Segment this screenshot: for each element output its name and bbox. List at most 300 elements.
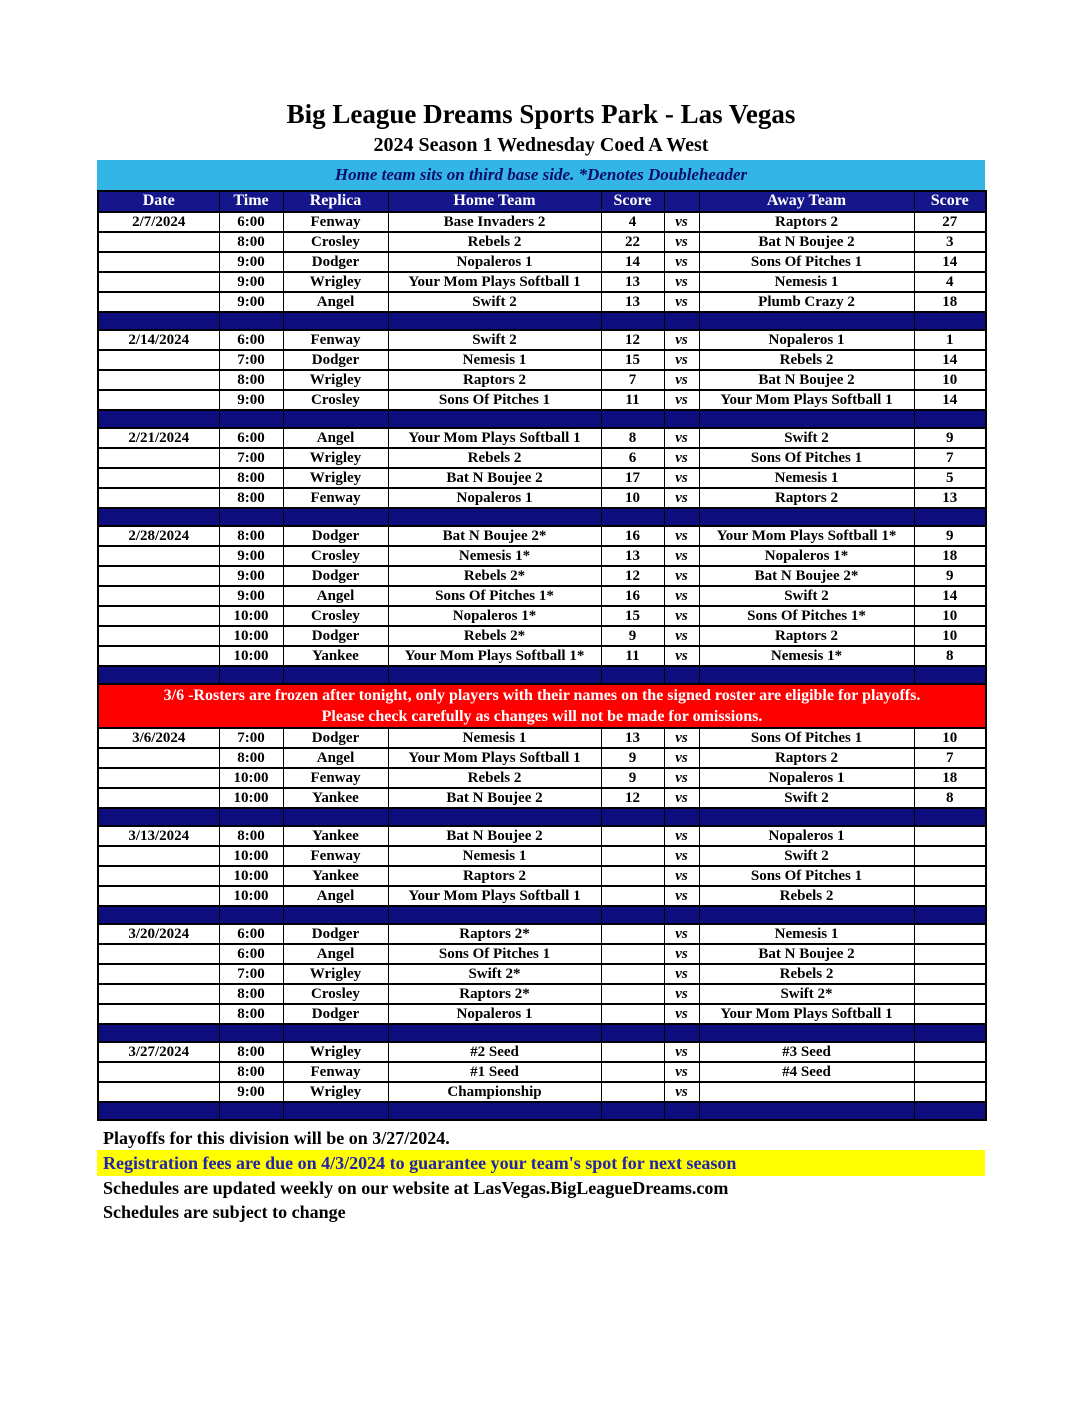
home-score-cell	[601, 964, 664, 984]
footer-notes	[97, 1126, 985, 1224]
away-score-cell: 18	[914, 292, 986, 312]
time-cell: 7:00	[219, 448, 283, 468]
vs-cell: vs	[664, 826, 699, 846]
time-cell: 10:00	[219, 886, 283, 906]
away-score-cell: 10	[914, 606, 986, 626]
home-score-cell: 13	[601, 728, 664, 748]
away-team-cell: Swift 2	[699, 788, 914, 808]
away-team-cell: Nopaleros 1	[699, 330, 914, 350]
separator-cell	[219, 312, 283, 330]
game-row	[98, 390, 986, 410]
game-row	[98, 1042, 986, 1062]
time-cell: 8:00	[219, 984, 283, 1004]
replica-cell: Fenway	[283, 330, 388, 350]
home-score-cell	[601, 944, 664, 964]
away-score-cell: 1	[914, 330, 986, 350]
separator-cell	[98, 1102, 219, 1120]
game-row	[98, 964, 986, 984]
game-row	[98, 626, 986, 646]
home-score-cell	[601, 826, 664, 846]
away-team-cell: Nemesis 1*	[699, 646, 914, 666]
replica-cell: Dodger	[283, 252, 388, 272]
separator-cell	[699, 808, 914, 826]
away-team-cell: Rebels 2	[699, 350, 914, 370]
home-score-cell: 11	[601, 390, 664, 410]
away-score-cell: 10	[914, 728, 986, 748]
away-score-cell	[914, 826, 986, 846]
separator-cell	[98, 808, 219, 826]
away-team-cell: Raptors 2	[699, 626, 914, 646]
vs-cell: vs	[664, 964, 699, 984]
home-team-cell: Sons Of Pitches 1*	[388, 586, 601, 606]
away-score-cell	[914, 984, 986, 1004]
col-header-date: Date	[98, 191, 219, 212]
vs-cell: vs	[664, 252, 699, 272]
time-cell: 8:00	[219, 526, 283, 546]
home-team-cell: Rebels 2	[388, 232, 601, 252]
info-banner: Home team sits on third base side. *Denotes Doubleheader	[97, 160, 985, 190]
separator-cell	[98, 906, 219, 924]
replica-cell: Angel	[283, 586, 388, 606]
home-score-cell: 13	[601, 546, 664, 566]
change-note: Schedules are subject to change	[103, 1201, 346, 1222]
date-cell	[98, 984, 219, 1004]
time-cell: 10:00	[219, 626, 283, 646]
home-score-cell	[601, 846, 664, 866]
date-cell	[98, 272, 219, 292]
roster-notice-line: Please check carefully as changes will not be made for omissions.	[321, 707, 763, 725]
home-score-cell	[601, 1082, 664, 1102]
col-header-time: Time	[219, 191, 283, 212]
separator-cell	[601, 312, 664, 330]
separator-cell	[601, 1024, 664, 1042]
separator-cell	[388, 508, 601, 526]
home-score-cell: 12	[601, 788, 664, 808]
replica-cell: Yankee	[283, 866, 388, 886]
away-score-cell: 14	[914, 390, 986, 410]
date-cell	[98, 488, 219, 508]
separator-cell	[914, 1024, 986, 1042]
away-score-cell: 5	[914, 468, 986, 488]
time-cell: 10:00	[219, 788, 283, 808]
home-team-cell: Raptors 2	[388, 866, 601, 886]
replica-cell: Dodger	[283, 924, 388, 944]
time-cell: 6:00	[219, 428, 283, 448]
home-score-cell: 9	[601, 768, 664, 788]
home-team-cell: Nemesis 1	[388, 846, 601, 866]
away-score-cell: 7	[914, 448, 986, 468]
away-team-cell: Your Mom Plays Softball 1	[699, 390, 914, 410]
date-cell	[98, 252, 219, 272]
separator-cell	[388, 312, 601, 330]
game-row	[98, 748, 986, 768]
separator-cell	[914, 808, 986, 826]
separator-cell	[664, 808, 699, 826]
away-team-cell: Nopaleros 1	[699, 826, 914, 846]
game-row	[98, 292, 986, 312]
date-cell	[98, 846, 219, 866]
col-header-home-team: Home Team	[388, 191, 601, 212]
home-team-cell: Swift 2*	[388, 964, 601, 984]
away-score-cell	[914, 846, 986, 866]
date-cell	[98, 964, 219, 984]
separator-cell	[914, 666, 986, 684]
replica-cell: Fenway	[283, 846, 388, 866]
separator-cell	[388, 1024, 601, 1042]
date-cell	[98, 1004, 219, 1024]
home-team-cell: Raptors 2	[388, 370, 601, 390]
date-cell: 2/14/2024	[98, 330, 219, 350]
time-cell: 9:00	[219, 1082, 283, 1102]
home-team-cell: Swift 2	[388, 292, 601, 312]
separator-cell	[388, 666, 601, 684]
away-team-cell: Bat N Boujee 2	[699, 232, 914, 252]
home-score-cell: 13	[601, 292, 664, 312]
time-cell: 8:00	[219, 826, 283, 846]
home-team-cell: Bat N Boujee 2	[388, 468, 601, 488]
game-row	[98, 646, 986, 666]
away-score-cell: 14	[914, 252, 986, 272]
separator-cell	[601, 508, 664, 526]
home-score-cell	[601, 886, 664, 906]
vs-cell: vs	[664, 586, 699, 606]
away-team-cell: Raptors 2	[699, 748, 914, 768]
replica-cell: Dodger	[283, 626, 388, 646]
game-row	[98, 546, 986, 566]
separator-cell	[664, 410, 699, 428]
home-team-cell: Your Mom Plays Softball 1*	[388, 646, 601, 666]
time-cell: 9:00	[219, 586, 283, 606]
replica-cell: Angel	[283, 886, 388, 906]
separator-row	[98, 312, 986, 330]
home-team-cell: Your Mom Plays Softball 1	[388, 886, 601, 906]
home-team-cell: Rebels 2	[388, 448, 601, 468]
away-score-cell: 9	[914, 566, 986, 586]
time-cell: 6:00	[219, 212, 283, 232]
away-score-cell: 8	[914, 646, 986, 666]
page-subtitle: 2024 Season 1 Wednesday Coed A West	[373, 133, 709, 156]
separator-cell	[699, 1024, 914, 1042]
time-cell: 10:00	[219, 866, 283, 886]
date-cell: 2/28/2024	[98, 526, 219, 546]
home-team-cell: Your Mom Plays Softball 1	[388, 428, 601, 448]
vs-cell: vs	[664, 212, 699, 232]
separator-cell	[283, 1024, 388, 1042]
home-team-cell: Bat N Boujee 2*	[388, 526, 601, 546]
home-team-cell: Your Mom Plays Softball 1	[388, 272, 601, 292]
away-score-cell: 18	[914, 768, 986, 788]
away-score-cell: 7	[914, 748, 986, 768]
replica-cell: Dodger	[283, 350, 388, 370]
home-score-cell: 17	[601, 468, 664, 488]
away-score-cell: 9	[914, 526, 986, 546]
away-score-cell	[914, 924, 986, 944]
away-team-cell: Nemesis 1	[699, 468, 914, 488]
home-team-cell: Championship	[388, 1082, 601, 1102]
home-score-cell: 14	[601, 252, 664, 272]
away-score-cell	[914, 964, 986, 984]
date-cell	[98, 944, 219, 964]
home-team-cell: Swift 2	[388, 330, 601, 350]
date-cell	[98, 566, 219, 586]
time-cell: 7:00	[219, 728, 283, 748]
away-team-cell: Bat N Boujee 2	[699, 370, 914, 390]
home-score-cell: 15	[601, 606, 664, 626]
separator-cell	[283, 1102, 388, 1120]
separator-cell	[664, 1102, 699, 1120]
time-cell: 7:00	[219, 350, 283, 370]
home-team-cell: Sons Of Pitches 1	[388, 944, 601, 964]
vs-cell: vs	[664, 566, 699, 586]
away-team-cell: Swift 2*	[699, 984, 914, 1004]
separator-cell	[699, 906, 914, 924]
home-score-cell: 8	[601, 428, 664, 448]
home-score-cell: 13	[601, 272, 664, 292]
away-team-cell: Rebels 2	[699, 886, 914, 906]
home-team-cell: Nemesis 1*	[388, 546, 601, 566]
home-team-cell: Rebels 2*	[388, 566, 601, 586]
game-row	[98, 788, 986, 808]
separator-cell	[664, 1024, 699, 1042]
time-cell: 8:00	[219, 488, 283, 508]
away-team-cell: Raptors 2	[699, 212, 914, 232]
home-score-cell	[601, 984, 664, 1004]
home-team-cell: Bat N Boujee 2	[388, 788, 601, 808]
date-cell	[98, 232, 219, 252]
separator-cell	[699, 410, 914, 428]
vs-cell: vs	[664, 1062, 699, 1082]
home-score-cell: 4	[601, 212, 664, 232]
date-cell: 3/27/2024	[98, 1042, 219, 1062]
date-cell	[98, 586, 219, 606]
vs-cell: vs	[664, 330, 699, 350]
time-cell: 8:00	[219, 232, 283, 252]
col-header-replica: Replica	[283, 191, 388, 212]
away-team-cell: Swift 2	[699, 846, 914, 866]
date-cell	[98, 866, 219, 886]
away-score-cell: 14	[914, 350, 986, 370]
date-cell	[98, 1082, 219, 1102]
game-row	[98, 272, 986, 292]
home-score-cell: 9	[601, 748, 664, 768]
replica-cell: Angel	[283, 428, 388, 448]
replica-cell: Fenway	[283, 1062, 388, 1082]
away-score-cell: 10	[914, 626, 986, 646]
date-cell	[98, 1062, 219, 1082]
game-row	[98, 826, 986, 846]
vs-cell: vs	[664, 1004, 699, 1024]
replica-cell: Wrigley	[283, 964, 388, 984]
separator-cell	[914, 508, 986, 526]
replica-cell: Angel	[283, 748, 388, 768]
date-cell	[98, 292, 219, 312]
replica-cell: Fenway	[283, 768, 388, 788]
date-cell	[98, 788, 219, 808]
game-row	[98, 886, 986, 906]
time-cell: 9:00	[219, 272, 283, 292]
separator-cell	[219, 808, 283, 826]
separator-cell	[664, 312, 699, 330]
time-cell: 6:00	[219, 924, 283, 944]
separator-cell	[98, 1024, 219, 1042]
game-row	[98, 846, 986, 866]
home-score-cell: 12	[601, 330, 664, 350]
separator-cell	[98, 312, 219, 330]
game-row	[98, 212, 986, 232]
away-team-cell: #3 Seed	[699, 1042, 914, 1062]
home-score-cell: 22	[601, 232, 664, 252]
separator-cell	[98, 508, 219, 526]
separator-cell	[601, 1102, 664, 1120]
time-cell: 9:00	[219, 252, 283, 272]
home-team-cell: Nopaleros 1*	[388, 606, 601, 626]
home-team-cell: Nopaleros 1	[388, 252, 601, 272]
game-row	[98, 428, 986, 448]
replica-cell: Wrigley	[283, 468, 388, 488]
separator-cell	[664, 508, 699, 526]
separator-row	[98, 508, 986, 526]
away-score-cell	[914, 1004, 986, 1024]
game-row	[98, 606, 986, 626]
vs-cell: vs	[664, 546, 699, 566]
vs-cell: vs	[664, 390, 699, 410]
vs-cell: vs	[664, 768, 699, 788]
separator-cell	[283, 508, 388, 526]
away-team-cell	[699, 1082, 914, 1102]
separator-cell	[283, 312, 388, 330]
home-score-cell: 7	[601, 370, 664, 390]
away-team-cell: Sons Of Pitches 1*	[699, 606, 914, 626]
vs-cell: vs	[664, 292, 699, 312]
away-team-cell: Nemesis 1	[699, 272, 914, 292]
home-score-cell	[601, 924, 664, 944]
replica-cell: Crosley	[283, 984, 388, 1004]
game-row	[98, 924, 986, 944]
date-cell: 3/20/2024	[98, 924, 219, 944]
game-row	[98, 768, 986, 788]
away-team-cell: Bat N Boujee 2	[699, 944, 914, 964]
time-cell: 8:00	[219, 468, 283, 488]
date-cell	[98, 646, 219, 666]
home-team-cell: #1 Seed	[388, 1062, 601, 1082]
vs-cell: vs	[664, 1082, 699, 1102]
game-row	[98, 728, 986, 748]
separator-cell	[699, 666, 914, 684]
time-cell: 10:00	[219, 768, 283, 788]
vs-cell: vs	[664, 886, 699, 906]
date-cell	[98, 886, 219, 906]
away-score-cell: 18	[914, 546, 986, 566]
col-header-home-score: Score	[601, 191, 664, 212]
separator-cell	[664, 666, 699, 684]
separator-cell	[388, 906, 601, 924]
col-header-vs	[664, 191, 699, 212]
date-cell	[98, 546, 219, 566]
replica-cell: Crosley	[283, 232, 388, 252]
away-score-cell: 27	[914, 212, 986, 232]
vs-cell: vs	[664, 984, 699, 1004]
table-header-row	[98, 191, 986, 212]
away-score-cell	[914, 944, 986, 964]
time-cell: 9:00	[219, 566, 283, 586]
separator-cell	[601, 410, 664, 428]
away-team-cell: Nopaleros 1*	[699, 546, 914, 566]
time-cell: 8:00	[219, 748, 283, 768]
away-team-cell: Swift 2	[699, 428, 914, 448]
game-row	[98, 1082, 986, 1102]
roster-notice-cell	[98, 684, 986, 728]
home-score-cell: 6	[601, 448, 664, 468]
home-score-cell: 16	[601, 586, 664, 606]
game-row	[98, 232, 986, 252]
time-cell: 9:00	[219, 292, 283, 312]
registration-note: Registration fees are due on 4/3/2024 to guarantee your team's spot for next season	[97, 1150, 985, 1176]
time-cell: 8:00	[219, 370, 283, 390]
away-team-cell: Nemesis 1	[699, 924, 914, 944]
vs-cell: vs	[664, 728, 699, 748]
date-cell: 3/13/2024	[98, 826, 219, 846]
away-team-cell: Sons Of Pitches 1	[699, 866, 914, 886]
vs-cell: vs	[664, 232, 699, 252]
home-team-cell: Rebels 2	[388, 768, 601, 788]
time-cell: 10:00	[219, 646, 283, 666]
game-row	[98, 252, 986, 272]
roster-notice-line: 3/6 -Rosters are frozen after tonight, only players with their names on the signed roster are eligible for playoffs.	[163, 686, 921, 704]
replica-cell: Wrigley	[283, 1082, 388, 1102]
replica-cell: Angel	[283, 292, 388, 312]
game-row	[98, 944, 986, 964]
game-row	[98, 468, 986, 488]
replica-cell: Yankee	[283, 788, 388, 808]
away-score-cell: 10	[914, 370, 986, 390]
date-cell: 2/7/2024	[98, 212, 219, 232]
separator-cell	[388, 1102, 601, 1120]
replica-cell: Crosley	[283, 546, 388, 566]
home-team-cell: Raptors 2*	[388, 924, 601, 944]
vs-cell: vs	[664, 272, 699, 292]
home-score-cell: 12	[601, 566, 664, 586]
away-team-cell: Sons Of Pitches 1	[699, 448, 914, 468]
away-score-cell	[914, 1082, 986, 1102]
time-cell: 6:00	[219, 330, 283, 350]
separator-cell	[219, 508, 283, 526]
separator-row	[98, 906, 986, 924]
away-score-cell: 14	[914, 586, 986, 606]
vs-cell: vs	[664, 846, 699, 866]
separator-cell	[98, 410, 219, 428]
schedule-table	[97, 190, 987, 1121]
vs-cell: vs	[664, 350, 699, 370]
game-row	[98, 984, 986, 1004]
separator-cell	[601, 906, 664, 924]
date-cell	[98, 390, 219, 410]
vs-cell: vs	[664, 748, 699, 768]
home-score-cell: 11	[601, 646, 664, 666]
away-score-cell: 13	[914, 488, 986, 508]
home-team-cell: Your Mom Plays Softball 1	[388, 748, 601, 768]
home-team-cell: Raptors 2*	[388, 984, 601, 1004]
game-row	[98, 488, 986, 508]
away-score-cell: 9	[914, 428, 986, 448]
away-team-cell: #4 Seed	[699, 1062, 914, 1082]
date-cell	[98, 748, 219, 768]
vs-cell: vs	[664, 866, 699, 886]
vs-cell: vs	[664, 1042, 699, 1062]
home-score-cell: 15	[601, 350, 664, 370]
vs-cell: vs	[664, 526, 699, 546]
col-header-away-score: Score	[914, 191, 986, 212]
home-team-cell: Bat N Boujee 2	[388, 826, 601, 846]
